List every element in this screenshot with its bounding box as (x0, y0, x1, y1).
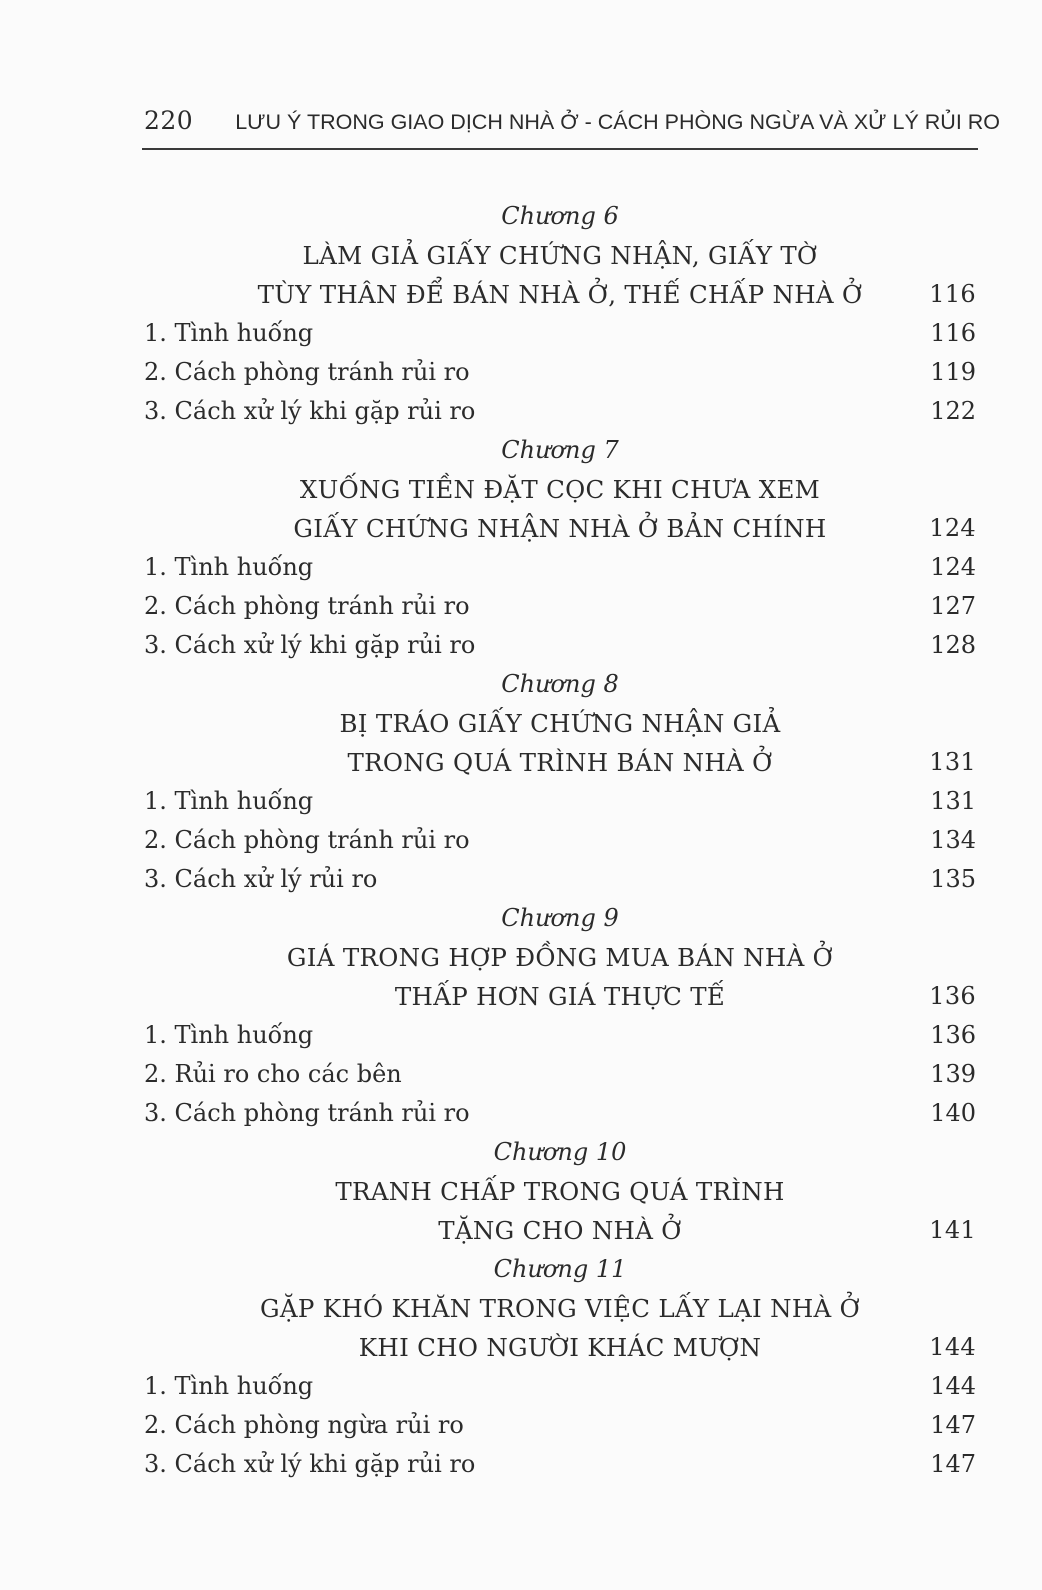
toc-entry-text: 2. Cách phòng tránh rủi ro (144, 826, 470, 854)
chapter-title-line (144, 509, 976, 548)
chapter-label: Chương 10 (493, 1138, 627, 1166)
toc-entry-text: 1. Tình huống (144, 787, 314, 815)
toc-entry (144, 1055, 976, 1094)
running-title: LƯU Ý TRONG GIAO DỊCH NHÀ Ở - CÁCH PHÒNG NGỪA VÀ XỬ LÝ RỦI RO (235, 110, 1001, 134)
chapter-title-line (144, 470, 976, 509)
chapter-title-text: GIẤY CHỨNG NHẬN NHÀ Ở BẢN CHÍNH (293, 514, 827, 543)
chapter-title-text: TÙY THÂN ĐỂ BÁN NHÀ Ở, THẾ CHẤP NHÀ Ở (257, 280, 863, 309)
chapter-title-text: BỊ TRÁO GIẤY CHỨNG NHẬN GIẢ (339, 709, 781, 738)
chapter-page-number: 136 (929, 982, 976, 1010)
toc-entry-text: 3. Cách xử lý rủi ro (144, 865, 378, 893)
chapter-label: Chương 6 (501, 202, 619, 230)
chapter-page-number: 144 (929, 1333, 976, 1361)
toc-entry (144, 1016, 976, 1055)
toc-entry-text: 1. Tình huống (144, 1372, 314, 1400)
toc-entry-text: 2. Cách phòng tránh rủi ro (144, 358, 470, 386)
toc-entry-text: 1. Tình huống (144, 1021, 314, 1049)
chapter-title-text: THẤP HƠN GIÁ THỰC TẾ (394, 982, 726, 1011)
toc-entry-page: 147 (930, 1411, 976, 1439)
toc-entry (144, 821, 976, 860)
toc-entry-page: 134 (930, 826, 976, 854)
chapter-title-line (144, 236, 976, 275)
toc-entry-page: 124 (930, 553, 976, 581)
toc-entry-text: 1. Tình huống (144, 319, 314, 347)
toc-entry-page: 147 (930, 1450, 976, 1478)
toc-entry (144, 1445, 976, 1484)
toc-entry-page: 144 (930, 1372, 976, 1400)
toc-entry-page: 140 (930, 1099, 976, 1127)
toc-entry (144, 860, 976, 899)
toc-entry (144, 392, 976, 431)
toc-entry-page: 131 (930, 787, 976, 815)
toc-entry-page: 135 (930, 865, 976, 893)
toc-entry-page: 122 (930, 397, 976, 425)
toc-entry (144, 314, 976, 353)
chapter-title-text: LÀM GIẢ GIẤY CHỨNG NHẬN, GIẤY TỜ (302, 241, 818, 270)
chapter-label: Chương 9 (501, 904, 619, 932)
toc-entry-page: 128 (930, 631, 976, 659)
toc-entry-text: 1. Tình huống (144, 553, 314, 581)
chapter-title-line (144, 1289, 976, 1328)
chapter-page-number: 116 (929, 280, 976, 308)
header-divider (142, 148, 978, 150)
toc-entry (144, 626, 976, 665)
toc-entry (144, 548, 976, 587)
toc-entry-page: 119 (930, 358, 976, 386)
table-of-contents (144, 197, 976, 1484)
chapter-title-line (144, 938, 976, 977)
toc-entry (144, 587, 976, 626)
toc-entry-text: 3. Cách xử lý khi gặp rủi ro (144, 1450, 476, 1478)
chapter-title-line (144, 1328, 976, 1367)
chapter-page-number: 131 (929, 748, 976, 776)
chapter-title-text: XUỐNG TIỀN ĐẶT CỌC KHI CHƯA XEM (299, 475, 821, 504)
toc-entry-text: 2. Cách phòng ngừa rủi ro (144, 1411, 464, 1439)
chapter-label: Chương 11 (493, 1255, 627, 1283)
chapter-title-line (144, 743, 976, 782)
toc-entry-text: 3. Cách xử lý khi gặp rủi ro (144, 397, 476, 425)
chapter-title-text: KHI CHO NGƯỜI KHÁC MƯỢN (358, 1333, 762, 1362)
chapter-title-text: TRANH CHẤP TRONG QUÁ TRÌNH (335, 1177, 785, 1206)
toc-entry-page: 136 (930, 1021, 976, 1049)
running-header (144, 106, 1001, 146)
toc-entry-page: 139 (930, 1060, 976, 1088)
toc-entry-text: 2. Rủi ro cho các bên (144, 1060, 402, 1088)
chapter-title-line (144, 1172, 976, 1211)
chapter-title-line (144, 977, 976, 1016)
chapter-title-text: TRONG QUÁ TRÌNH BÁN NHÀ Ở (347, 748, 773, 777)
chapter-title-text: GIÁ TRONG HỢP ĐỒNG MUA BÁN NHÀ Ở (286, 943, 834, 972)
toc-entry (144, 1094, 976, 1133)
chapter-title-line (144, 275, 976, 314)
chapter-title-text: TẶNG CHO NHÀ Ở (438, 1216, 682, 1245)
toc-entry-page: 127 (930, 592, 976, 620)
toc-entry (144, 1406, 976, 1445)
chapter-title-line (144, 704, 976, 743)
toc-entry-text: 3. Cách phòng tránh rủi ro (144, 1099, 470, 1127)
toc-entry-text: 2. Cách phòng tránh rủi ro (144, 592, 470, 620)
toc-entry-page: 116 (930, 319, 976, 347)
page-number: 220 (144, 106, 194, 135)
toc-entry (144, 782, 976, 821)
toc-entry (144, 353, 976, 392)
chapter-page-number: 141 (929, 1216, 976, 1244)
chapter-title-line (144, 1211, 976, 1250)
toc-entry (144, 1367, 976, 1406)
chapter-label: Chương 8 (501, 670, 619, 698)
chapter-title-text: GẶP KHÓ KHĂN TRONG VIỆC LẤY LẠI NHÀ Ở (260, 1294, 860, 1323)
chapter-label: Chương 7 (501, 436, 619, 464)
chapter-page-number: 124 (929, 514, 976, 542)
toc-entry-text: 3. Cách xử lý khi gặp rủi ro (144, 631, 476, 659)
